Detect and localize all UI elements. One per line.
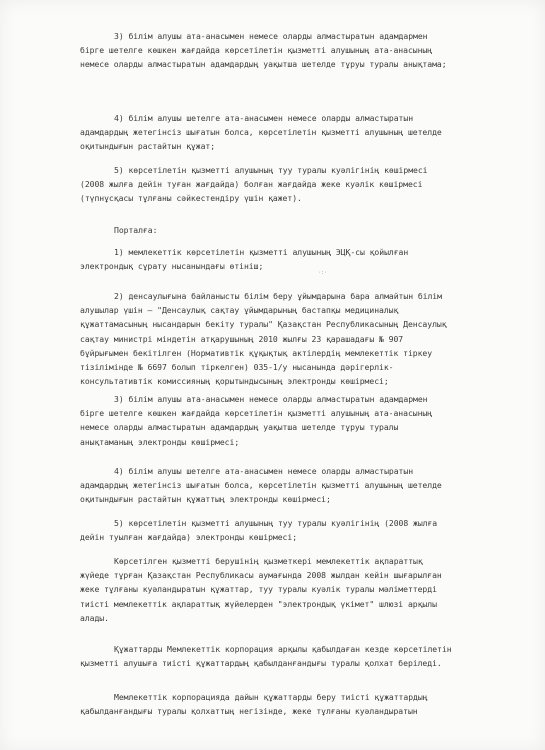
text-line: қабылданғандығы туралы қолхаттың негізінде, жеке тұлғаны куәландыратын	[80, 706, 418, 717]
text-line: қызметті алушыға тиісті құжаттардың қабылданғандығы туралы қолхат беріледі.	[80, 658, 442, 669]
text-line: консультативтік комиссияның қорытындысының электронды көшірмесі;	[80, 376, 389, 387]
text-line: сақтау министрі міндетін атқарушының 2010 жылғы 23 қарашадағы № 907	[80, 333, 404, 344]
text-line: құжаттамасының нысандарын бекіту туралы" Қазақстан Республикасының Денсаулық	[80, 319, 447, 330]
paragraph-item-1-electronic-request	[80, 245, 500, 273]
text-line: дейін туылған жағдайда) электронды көшірмесі;	[80, 532, 298, 543]
text-line: адамдардың жетегінсіз шығатын болса, көрсетілетін қызметті алушының шетелде	[80, 480, 442, 491]
text-line: алады.	[80, 612, 109, 623]
text-line: тиісті мемлекеттік ақпараттық жүйелерден "электрондық үкімет" шлюзі арқылы	[80, 598, 437, 609]
text-line: 3) білім алушы ата-анасымен немесе оларды алмастыратын адамдармен	[114, 31, 428, 41]
text-line: анықтаманың электронды көшірмесі;	[80, 436, 240, 447]
text-line: немесе оларды алмастыратын адамдардың уақытша шетелде тұруы туралы	[80, 422, 399, 433]
scan-noise-mark: ·:·	[318, 270, 328, 276]
text-line: 1) мемлекеттік көрсетілетін қызметті алушының ЭЦҚ-сы қойылған	[114, 247, 409, 257]
paragraph-information-systems	[80, 554, 500, 625]
text-line: 5) көрсетілетін қызметті алушының туу туралы куәлігінің (2008 жылға	[114, 518, 438, 528]
text-line: Көрсетілген қызметті берушінің қызметкері мемлекеттік ақпараттық	[114, 556, 423, 566]
text-line: Порталға:	[114, 225, 158, 235]
text-line: алушылар үшін – "Денсаулық сақтау ұйымдарының бастапқы медициналық	[80, 305, 399, 316]
text-line: 2) денсаулығына байланысты білім беру ұйымдарына бара алмайтын білім	[114, 291, 442, 301]
text-line: (түпнұсқасы тұлғаны сәйкестендіру үшін қажет).	[80, 193, 302, 204]
text-line: (2008 жылға дейін туған жағдайда) болған жағдайда жеке куәлік көшірмесі	[80, 179, 423, 190]
text-line: Мемлекеттік корпорацияда дайын құжаттарды беру тиісті құжаттардың	[114, 692, 428, 702]
paragraph-state-corporation-receipt	[80, 642, 500, 670]
text-line: немесе оларды алмастыратын адамдардың уақытша шетелде тұруы туралы анықтама;	[80, 59, 447, 70]
paragraph-item-4-electronic-study-document	[80, 464, 500, 507]
text-line: бірге шетелге көшкен жағдайда көрсетілетін қызметті алушының ата-анасының	[80, 45, 433, 56]
text-line: Құжаттарды Мемлекеттік корпорация арқылы қабылдаған кезде көрсетілетін	[114, 644, 452, 654]
text-line: электрондық сұрату нысанындағы өтініш;	[80, 261, 264, 272]
text-line: адамдардың жетегінсіз шығатын болса, көрсетілетін қызметті алушының шетелде	[80, 127, 442, 138]
text-line: 3) білім алушы ата-анасымен немесе оларды алмастыратын адамдармен	[114, 394, 428, 404]
text-line: тізілімінде № 6697 болып тіркелген) 035-1/у нысанында дәрігерлік-	[80, 361, 394, 372]
text-line: бірге шетелге көшкен жағдайда көрсетілетін қызметті алушының ата-анасының	[80, 408, 433, 419]
paragraph-ready-documents-issuance	[80, 690, 500, 718]
text-line: оқитындығын растайтын құжаттың электронды көшірмесі;	[80, 494, 331, 505]
text-line: оқитындығын растайтын құжат;	[80, 141, 216, 152]
text-line: жеке тұлғаны куәландыратын құжаттар, туу туралы куәлік туралы мәліметтерді	[80, 584, 437, 595]
text-line: жүйеде тұрған Қазақстан Республикасы аумағында 2008 жылдан кейін шығарылған	[80, 570, 442, 581]
section-heading-portal	[80, 223, 500, 237]
paragraph-item-5-electronic-birth-certificate	[80, 516, 500, 544]
paragraph-item-3-electronic-abroad-certificate	[80, 392, 500, 449]
text-line: бұйрығымен бекітілген (Нормативтік құқықтық актілердің мемлекеттік тіркеу	[80, 347, 433, 358]
text-line: 4) білім алушы шетелге ата-анасымен немесе оларды алмастыратын	[114, 466, 414, 476]
text-line: 5) көрсетілетін қызметті алушының туу туралы куәлігінің көшірмесі	[114, 165, 428, 175]
paragraph-item-5-birth-certificate-copy	[80, 163, 500, 206]
paragraph-item-4-study-abroad-document	[80, 111, 500, 154]
paragraph-item-2-medical-commission-conclusion	[80, 289, 500, 388]
text-line: 4) білім алушы шетелге ата-анасымен немесе оларды алмастыратын	[114, 113, 414, 123]
paragraph-item-3-abroad-certificate	[80, 29, 500, 72]
